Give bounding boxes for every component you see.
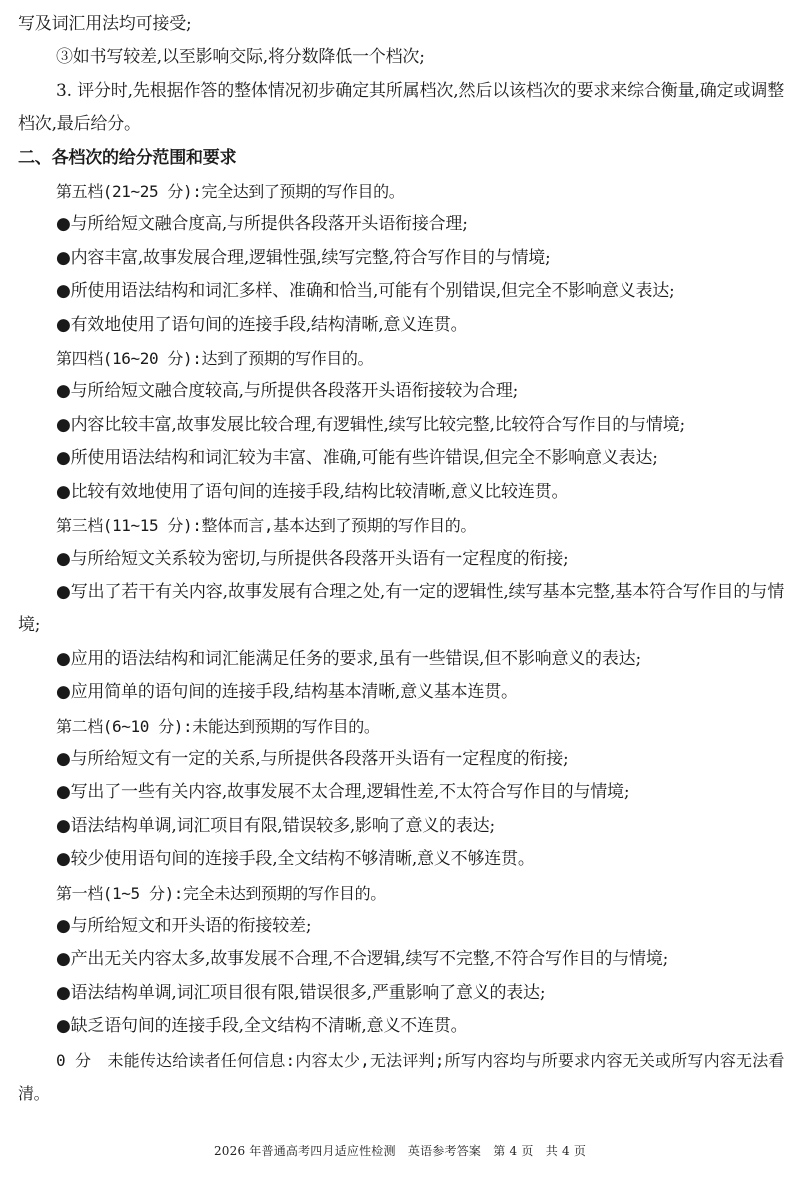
level-bullet: ●比较有效地使用了语句间的连接手段,结构比较清晰,意义比较连贯。 [56, 481, 569, 502]
page-footer: 2026 年普通高考四月适应性检测 英语参考答案 第 4 页 共 4 页 [213, 1144, 587, 1158]
scoring-rule-3: 3. 评分时,先根据作答的整体情况初步确定其所属档次,然后以该档次的要求来综合衡量,确定或调整档次,最后给分。 [18, 80, 784, 135]
level-bullet: ●产出无关内容太多,故事发展不合理,不合逻辑,续写不完整,不符合写作目的与情境; [56, 949, 669, 970]
level-bullet: ●应用简单的语句间的连接手段,结构基本清晰,意义基本连贯。 [56, 682, 518, 703]
level-bullet: ●写出了一些有关内容,故事发展不太合理,逻辑性差,不太符合写作目的与情境; [56, 782, 630, 803]
zero-score-rule: 0 分 未能传达给读者任何信息:内容太少,无法评判;所写内容均与所要求内容无关或所写内容无法看清。 [18, 1050, 784, 1103]
level-bullet: ●内容比较丰富,故事发展比较合理,有逻辑性,续写比较完整,比较符合写作目的与情境; [56, 414, 685, 435]
level-1 [18, 877, 784, 1044]
level-bullet: ●与所给短文和开头语的衔接较差; [56, 915, 312, 936]
level-bullet: ●所使用语法结构和词汇多样、准确和恰当,可能有个别错误,但完全不影响意义表达; [56, 281, 675, 302]
intro-line-1: 写及词汇用法均可接受; [18, 14, 192, 34]
level-bullet: ●有效地使用了语句间的连接手段,结构清晰,意义连贯。 [56, 314, 468, 335]
intro-line-2: ③如书写较差,以至影响交际,将分数降低一个档次; [56, 47, 425, 68]
level-title: 第五档(21~25 分):完全达到了预期的写作目的。 [56, 182, 405, 202]
level-bullet: ●语法结构单调,词汇项目有限,错误较多,影响了意义的表达; [56, 815, 495, 836]
level-title: 第四档(16~20 分):达到了预期的写作目的。 [56, 349, 374, 369]
level-bullet: ●应用的语法结构和词汇能满足任务的要求,虽有一些错误,但不影响意义的表达; [56, 648, 641, 669]
level-bullet: ●写出了若干有关内容,故事发展有合理之处,有一定的逻辑性,续写基本完整,基本符合写作目的与情境; [18, 581, 784, 636]
level-bullet: ●与所给短文融合度较高,与所提供各段落开头语衔接较为合理; [56, 381, 519, 402]
level-2 [18, 710, 784, 877]
level-bullet: ●所使用语法结构和词汇较为丰富、准确,可能有些许错误,但完全不影响意义表达; [56, 448, 658, 469]
level-title: 第二档(6~10 分):未能达到预期的写作目的。 [56, 716, 380, 736]
level-title: 第三档(11~15 分):整体而言,基本达到了预期的写作目的。 [56, 516, 476, 536]
level-title: 第一档(1~5 分):完全未达到预期的写作目的。 [56, 883, 386, 903]
level-bullet: ●语法结构单调,词汇项目很有限,错误很多,严重影响了意义的表达; [56, 982, 546, 1003]
level-bullet: ●较少使用语句间的连接手段,全文结构不够清晰,意义不够连贯。 [56, 849, 535, 870]
level-bullet: ●与所给短文关系较为密切,与所提供各段落开头语有一定程度的衔接; [56, 548, 569, 569]
level-bullet: ●与所给短文融合度高,与所提供各段落开头语衔接合理; [56, 214, 468, 235]
page-content [18, 8, 784, 1110]
level-bullet: ●缺乏语句间的连接手段,全文结构不清晰,意义不连贯。 [56, 1016, 468, 1037]
level-5 [18, 175, 784, 342]
level-bullet: ●与所给短文有一定的关系,与所提供各段落开头语有一定程度的衔接; [56, 748, 569, 769]
level-3 [18, 509, 784, 709]
level-bullet: ●内容丰富,故事发展合理,逻辑性强,续写完整,符合写作目的与情境; [56, 247, 551, 268]
section-heading: 二、各档次的给分范围和要求 [18, 147, 237, 168]
level-4 [18, 342, 784, 509]
